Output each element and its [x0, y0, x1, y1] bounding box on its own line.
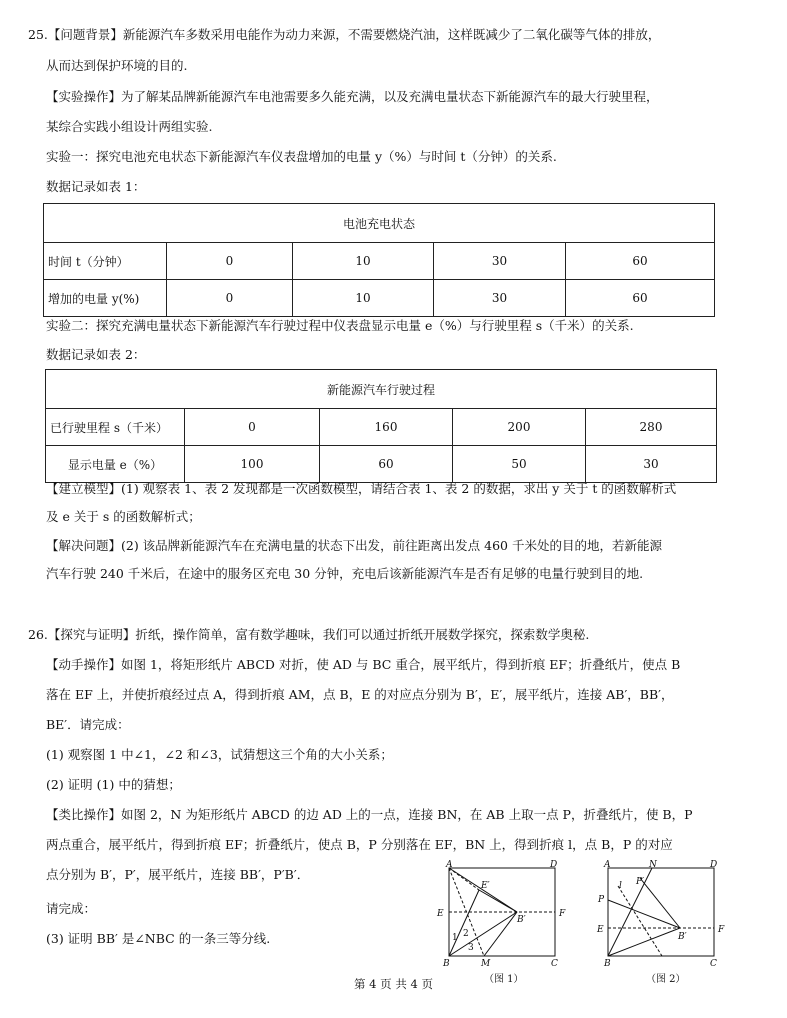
fig1-label-b: B — [443, 959, 450, 969]
fig1-segment-mb-prime — [484, 912, 517, 956]
fig2-label-e: E — [597, 925, 604, 935]
table1-cell: 0 — [167, 243, 293, 280]
q25-line2: 从而达到保护环境的目的. — [46, 58, 188, 73]
table2-row1-label: 已行驶里程 s（千米） — [46, 409, 185, 446]
q26-line3: 落在 EF 上，并使折痕经过点 A，得到折痕 AM，点 B，E 的对应点分别为 B′，E′，展平纸片，连接 AB′，BB′， — [46, 687, 674, 702]
q25-solve2: 汽车行驶 240 千米后，在途中的服务区充电 30 分钟，充电后该新能源汽车是否有足够的电量行驶到目的地. — [46, 566, 644, 581]
fig1-angle-1: 1 — [452, 933, 458, 943]
fig2-label-c: C — [710, 959, 717, 969]
table2-cell: 0 — [185, 409, 320, 446]
fig1-label-e: E — [437, 909, 444, 919]
fig2-segment-bb-prime — [608, 928, 680, 956]
fig1-label-f: F — [559, 909, 566, 919]
q25-line4: 某综合实践小组设计两组实验. — [46, 119, 213, 134]
fig2-caption: （图 2） — [646, 974, 686, 985]
table1-cell: 30 — [434, 243, 566, 280]
table1-row2-label: 增加的电量 y(%) — [44, 280, 167, 317]
table1-cell: 60 — [566, 280, 715, 317]
fig1-label-m: M — [481, 959, 491, 969]
q26-line4: BE′．请完成： — [46, 717, 130, 732]
fig2-rectangle — [608, 868, 714, 956]
q25-exp2: 实验二：探究充满电量状态下新能源汽车行驶过程中仪表盘显示电量 e（%）与行驶里程 s（千米）的关系. — [46, 318, 634, 333]
table2-row2-label: 显示电量 e（%） — [46, 446, 185, 483]
q25-exp1: 实验一：探究电池充电状态下新能源汽车仪表盘增加的电量 y（%）与时间 t（分钟）的关系. — [46, 149, 557, 164]
table1-cell: 10 — [293, 280, 434, 317]
fig1-label-b-prime: B′ — [517, 915, 526, 925]
fig2-label-p-prime: P′ — [636, 877, 645, 887]
q26-q2: (2) 证明 (1) 中的猜想； — [46, 777, 181, 792]
q26-line1: 26.【探究与证明】折纸，操作简单，富有数学趣味，我们可以通过折纸开展数学探究，探索数学奥秘. — [28, 627, 590, 642]
fig2-segment-bn — [608, 868, 652, 956]
q26-analog3: 点分别为 B′，P′，展平纸片，连接 BB′，P′B′． — [46, 867, 310, 882]
table1-cell: 60 — [566, 243, 715, 280]
table-1 — [43, 203, 715, 317]
fig2-label-a: A — [604, 860, 611, 870]
fig2-label-p: P — [598, 895, 605, 905]
q25-model2: 及 e 关于 s 的函数解析式； — [46, 509, 201, 524]
table-2 — [45, 369, 717, 483]
q25-record1: 数据记录如表 1： — [46, 179, 146, 194]
fig2-label-n: N — [649, 860, 657, 870]
page-footer: 第 4 页 共 4 页 — [354, 977, 433, 991]
figure-2 — [592, 858, 732, 988]
table2-cell: 60 — [320, 446, 453, 483]
q25-line1: 25.【问题背景】新能源汽车多数采用电能作为动力来源，不需要燃烧汽油，这样既减少了二氧化碳等气体的排放， — [28, 27, 661, 42]
q26-q1: (1) 观察图 1 中∠1，∠2 和∠3，试猜想这三个角的大小关系； — [46, 747, 393, 762]
fig1-label-e-prime: E′ — [481, 881, 490, 891]
table1-row1-label: 时间 t（分钟） — [44, 243, 167, 280]
q25-record2: 数据记录如表 2： — [46, 347, 146, 362]
table1-title: 电池充电状态 — [44, 204, 715, 243]
q26-complete: 请完成： — [46, 901, 97, 916]
table2-title: 新能源汽车行驶过程 — [46, 370, 717, 409]
table1-cell: 0 — [167, 280, 293, 317]
table2-cell: 280 — [586, 409, 717, 446]
fig1-label-d: D — [550, 860, 558, 870]
fig2-label-b: B — [604, 959, 611, 969]
table1-cell: 10 — [293, 243, 434, 280]
q26-analog1: 【类比操作】如图 2，N 为矩形纸片 ABCD 的边 AD 上的一点，连接 BN，在 AB 上取一点 P，折叠纸片，使 B，P — [46, 807, 693, 822]
table2-cell: 30 — [586, 446, 717, 483]
fig2-label-f: F — [718, 925, 725, 935]
q26-line2: 【动手操作】如图 1，将矩形纸片 ABCD 对折，使 AD 与 BC 重合，展平纸片，得到折痕 EF；折叠纸片，使点 B — [46, 657, 681, 672]
fig2-label-l: l — [619, 881, 622, 891]
fig2-label-d: D — [710, 860, 718, 870]
fig2-label-b-prime: B′ — [678, 932, 687, 942]
fig1-angle-2: 2 — [463, 929, 469, 939]
q26-q3: (3) 证明 BB′ 是∠NBC 的一条三等分线. — [46, 931, 271, 946]
table2-cell: 100 — [185, 446, 320, 483]
table2-cell: 200 — [453, 409, 586, 446]
figure-1 — [432, 858, 572, 988]
q26-analog2: 两点重合，展平纸片，得到折痕 EF；折叠纸片，使点 B，P 分别落在 EF，BN 上，得到折痕 l，点 B，P 的对应 — [46, 837, 673, 852]
fig1-caption: （图 1） — [484, 974, 524, 985]
fig1-segment-e-prime-b-prime — [479, 890, 517, 912]
fig1-label-c: C — [551, 959, 558, 969]
q25-model1: 【建立模型】(1) 观察表 1、表 2 发现都是一次函数模型，请结合表 1、表 2 的数据，求出 y 关于 t 的函数解析式 — [46, 481, 677, 496]
q25-solve1: 【解决问题】(2) 该品牌新能源汽车在充满电量的状态下出发，前往距离出发点 460 千米处的目的地，若新能源 — [46, 538, 662, 553]
q25-line3: 【实验操作】为了解某品牌新能源汽车电池需要多久能充满，以及充满电量状态下新能源汽车的最大行驶里程， — [46, 89, 659, 104]
table2-cell: 160 — [320, 409, 453, 446]
table1-cell: 30 — [434, 280, 566, 317]
fig1-label-a: A — [446, 860, 453, 870]
fig1-angle-3: 3 — [468, 943, 474, 953]
table2-cell: 50 — [453, 446, 586, 483]
